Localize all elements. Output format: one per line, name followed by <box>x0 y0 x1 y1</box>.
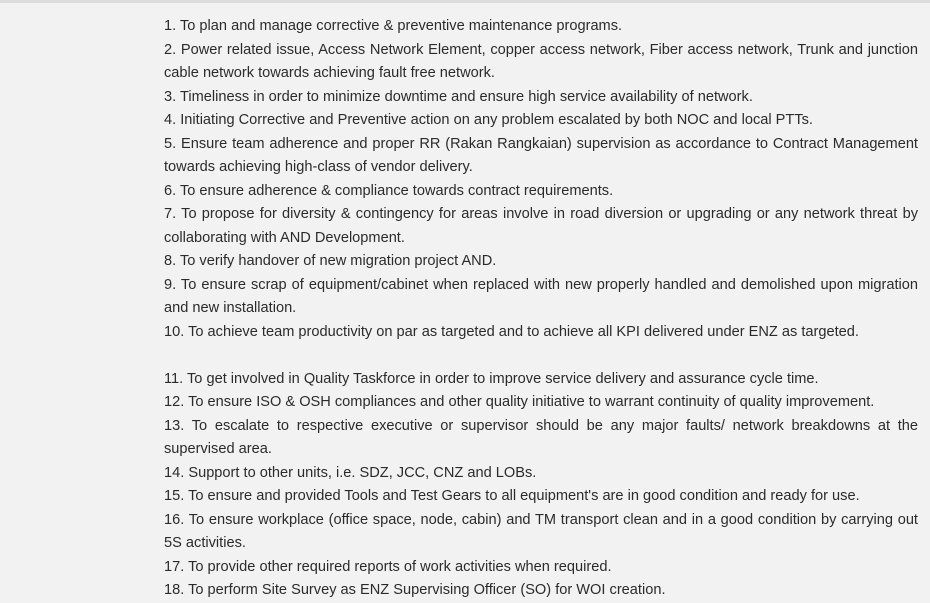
list-item: 5. Ensure team adherence and proper RR (Rakan Rangkaian) supervision as accordance to Contract Management towards achieving high-class of vendor delivery. <box>164 135 918 175</box>
list-item: 6. To ensure adherence & compliance towards contract requirements. <box>164 182 614 199</box>
list-item: 17. To provide other required reports of work activities when required. <box>164 558 612 575</box>
list-item: 12. To ensure ISO & OSH compliances and other quality initiative to warrant continuity of quality improvement. <box>164 394 875 410</box>
list-item: 15. To ensure and provided Tools and Test Gears to all equipment's are in good condition and ready for use. <box>164 488 860 504</box>
list-item: 7. To propose for diversity & contingency for areas involve in road diversion or upgrading or any network threat by collaborating with AND Development. <box>164 206 918 246</box>
list-item: 18. To perform Site Survey as ENZ Supervising Officer (SO) for WOI creation. <box>164 582 666 598</box>
list-item: 13. To escalate to respective executive or supervisor should be any major faults/ network breakdowns at the supervised area. <box>164 417 918 457</box>
list-item: 2. Power related issue, Access Network Element, copper access network, Fiber access network, Trunk and junction cable network towards achieving fault free network. <box>164 41 918 81</box>
list-item: 3. Timeliness in order to minimize downtime and ensure high service availability of network. <box>164 88 753 105</box>
list-item: 14. Support to other units, i.e. SDZ, JCC, CNZ and LOBs. <box>164 464 537 481</box>
list-item: 16. To ensure workplace (office space, node, cabin) and TM transport clean and in a good condition by carrying out 5S activities. <box>164 511 918 551</box>
list-item: 9. To ensure scrap of equipment/cabinet when replaced with new properly handled and demolished upon migration and new installation. <box>164 276 918 316</box>
list-item: 10. To achieve team productivity on par as targeted and to achieve all KPI delivered under ENZ as targeted. <box>164 323 859 340</box>
list-item: 8. To verify handover of new migration project AND. <box>164 253 497 269</box>
job-description-list <box>164 15 918 603</box>
list-item: 1. To plan and manage corrective & preventive maintenance programs. <box>164 18 623 34</box>
list-item: 11. To get involved in Quality Taskforce in order to improve service delivery and assurance cycle time. <box>164 370 819 387</box>
list-item: 4. Initiating Corrective and Preventive action on any problem escalated by both NOC and local PTTs. <box>164 112 813 128</box>
top-divider <box>0 0 930 3</box>
